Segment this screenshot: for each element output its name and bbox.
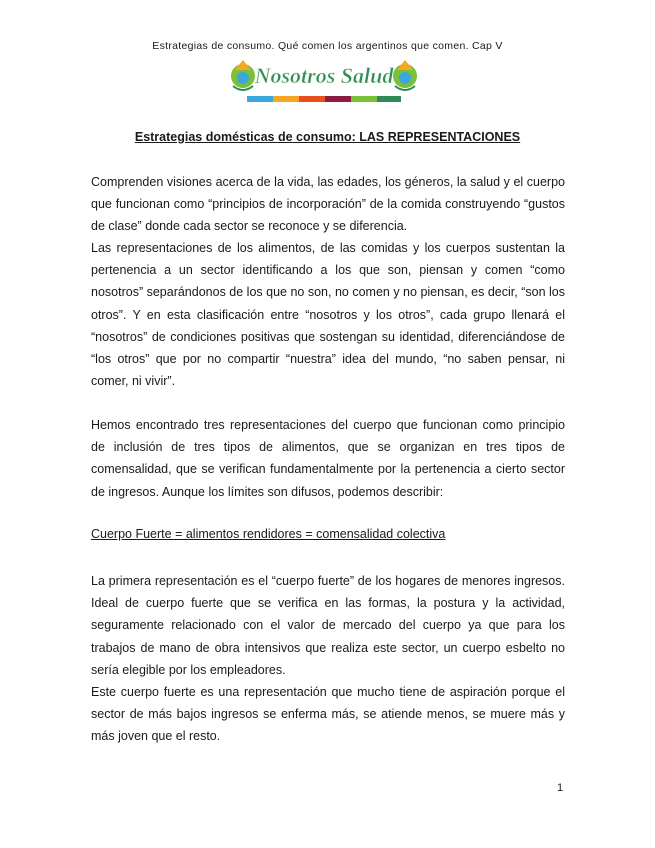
left-emblem-icon <box>231 60 255 90</box>
running-header: Estrategias de consumo. Qué comen los argentinos que comen. Cap V <box>152 40 503 52</box>
page-number: 1 <box>557 782 564 794</box>
nosotros-salud-logo <box>229 56 419 106</box>
right-emblem-icon <box>393 60 417 90</box>
paragraph-2: Las representaciones de los alimentos, de las comidas y los cuerpos sustentan la pertenencia a un sector identificando a los que son, piensan y comen “como nosotros” separándonos de los que no son, no comen y no piensan, es decir, “son los otros”. Y en esta clasificación entre “nosotros y los otros”, cada grupo llenará el “nosotros” de condiciones positivas que sostengan su identidad, diferenciándose de “los otros” que por no compartir “nuestra” idea del mundo, “no saben pensar, ni comer, ni vivir”. <box>91 241 565 389</box>
section-subheading: Cuerpo Fuerte = alimentos rendidores = comensalidad colectiva <box>91 527 446 541</box>
paragraph-4: La primera representación es el “cuerpo fuerte” de los hogares de menores ingresos. Ideal de cuerpo fuerte que se verifica en las formas, la postura y la actividad, seguramente relacionado con el valor de mercado del cuerpo ya que para los trabajos de mano de obra intensivos que realiza este sector, un cuerpo esbelto no sería elegible por los empleadores. <box>91 574 565 677</box>
paragraph-3: Hemos encontrado tres representaciones del cuerpo que funcionan como principio de inclusión de tres tipos de alimentos, que se organizan en tres tipos de comensalidad, que se verifican fundamentalmente por la pertenencia a cierto sector de ingresos. Aunque los límites son difusos, podemos describir: <box>91 418 565 499</box>
logo-text: Nosotros Salud <box>254 63 394 88</box>
document-title: Estrategias domésticas de consumo: LAS REPRESENTACIONES <box>134 130 521 144</box>
paragraph-1: Comprenden visiones acerca de la vida, las edades, los géneros, la salud y el cuerpo que funcionan como “principios de incorporación” de la comida construyendo “gustos de clase” donde cada sector se reconoce y se diferencia. <box>91 175 565 234</box>
paragraph-5: Este cuerpo fuerte es una representación que mucho tiene de aspiración porque el sector de más bajos ingresos se enferma más, se atiende menos, se muere más y más joven que el resto. <box>91 685 565 744</box>
